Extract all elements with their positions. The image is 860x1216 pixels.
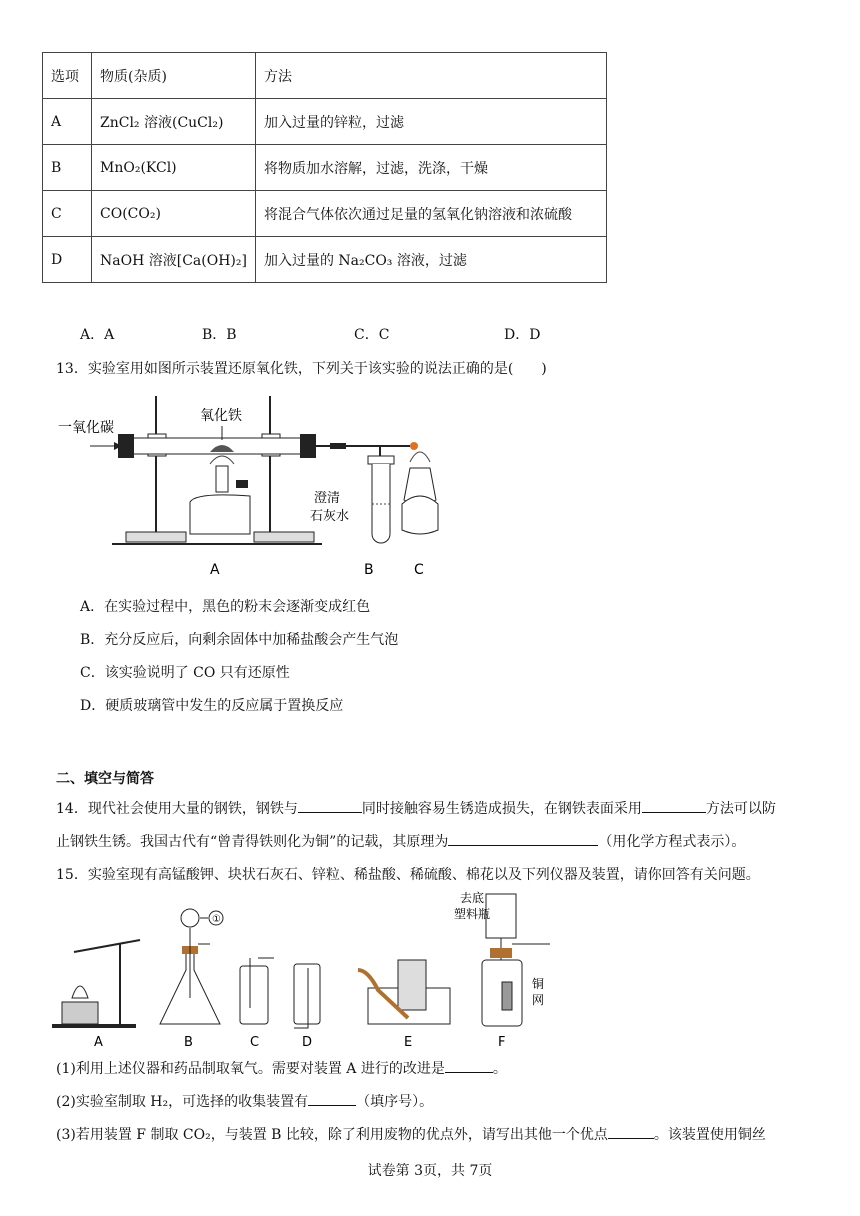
table-row xyxy=(43,191,607,237)
q13-choice-b: B．充分反应后，向剩余固体中加稀盐酸会产生气泡 xyxy=(80,632,399,648)
label-d: D xyxy=(302,1035,313,1048)
q15-text: （填序号）。 xyxy=(356,1094,434,1110)
table-cell: NaOH 溶液[Ca(OH)₂] xyxy=(92,237,256,283)
table-cell: 将混合气体依次通过足量的氢氧化钠溶液和浓硫酸 xyxy=(255,191,606,237)
q13-choice-d: D．硬质玻璃管中发生的反应属于置换反应 xyxy=(80,698,344,714)
label-fe2o3: 氧化铁 xyxy=(200,408,242,424)
q15-sub-1 xyxy=(56,1058,507,1078)
table-row xyxy=(43,99,607,145)
q15-text: 。 xyxy=(492,1061,507,1077)
label-co: 一氧化碳 xyxy=(58,420,114,436)
q12-choice-c: C．C xyxy=(354,327,390,343)
label-circle-1: ① xyxy=(212,914,221,925)
table-cell: C xyxy=(43,191,92,237)
label-bottle-1: 去底 xyxy=(460,891,485,905)
q14-line-2 xyxy=(56,831,745,851)
answer-blank[interactable] xyxy=(298,798,362,813)
answer-blank[interactable] xyxy=(448,831,598,846)
q14-text: 14．现代社会使用大量的钢铁，钢铁与 xyxy=(56,801,298,817)
q15-sub-2 xyxy=(56,1091,433,1111)
q15-text: 。该装置使用铜丝 xyxy=(653,1127,766,1143)
table-cell: 将物质加水溶解，过滤，洗涤，干燥 xyxy=(255,145,606,191)
label-c: C xyxy=(250,1035,260,1048)
q15-text: (3)若用装置 F 制取 CO₂，与装置 B 比较，除了利用废物的优点外，请写出其他一个优点 xyxy=(56,1127,608,1143)
q15-apparatus-figure xyxy=(50,888,570,1048)
label-mesh-1: 铜 xyxy=(532,977,545,991)
q15-sub-3 xyxy=(56,1124,766,1144)
label-mesh-2: 网 xyxy=(532,993,545,1007)
table-header-row xyxy=(43,53,607,99)
q14-text: 方法可以防 xyxy=(705,801,776,817)
q12-choice-b: B．B xyxy=(202,327,237,343)
options-table xyxy=(42,52,607,283)
table-cell: B xyxy=(43,145,92,191)
table-cell: ZnCl₂ 溶液(CuCl₂) xyxy=(92,99,256,145)
table-row xyxy=(43,145,607,191)
q14-line-1 xyxy=(56,798,776,818)
label-a: A xyxy=(94,1035,103,1048)
table-cell: MnO₂(KCl) xyxy=(92,145,256,191)
table-cell: 加入过量的 Na₂CO₃ 溶液，过滤 xyxy=(255,237,606,283)
label-limewater-1: 澄清 xyxy=(314,491,341,506)
label-b: B xyxy=(364,562,374,578)
answer-blank[interactable] xyxy=(308,1091,356,1106)
q15-stem: 15．实验室现有高锰酸钾、块状石灰石、锌粒、稀盐酸、稀硫酸、棉花以及下列仪器及装置，请你回答有关问题。 xyxy=(56,867,760,883)
label-limewater-2: 石灰水 xyxy=(310,509,350,524)
label-b: B xyxy=(184,1035,193,1048)
label-f: F xyxy=(498,1035,506,1048)
q13-stem: 13．实验室用如图所示装置还原氧化铁，下列关于该实验的说法正确的是( ) xyxy=(56,361,547,377)
table-cell: 加入过量的锌粒，过滤 xyxy=(255,99,606,145)
q13-apparatus-figure xyxy=(50,392,450,582)
table-cell: A xyxy=(43,99,92,145)
page-footer: 试卷第 3页，共 7页 xyxy=(367,1163,493,1179)
q14-text: 同时接触容易生锈造成损失，在钢铁表面采用 xyxy=(361,801,642,817)
label-e: E xyxy=(404,1035,413,1048)
label-c: C xyxy=(414,562,424,578)
table-header-cell: 选项 xyxy=(43,53,92,99)
q15-text: (1)利用上述仪器和药品制取氧气。需要对装置 A 进行的改进是 xyxy=(56,1061,445,1077)
answer-blank[interactable] xyxy=(642,798,706,813)
answer-blank[interactable] xyxy=(608,1124,654,1139)
table-cell: CO(CO₂) xyxy=(92,191,256,237)
answer-blank[interactable] xyxy=(445,1058,493,1073)
q14-text: 止钢铁生锈。我国古代有“曾青得铁则化为铜”的记载，其原理为 xyxy=(56,834,449,850)
section-title: 二、填空与简答 xyxy=(56,771,154,787)
label-bottle-2: 塑料瓶 xyxy=(454,907,491,921)
q14-text: （用化学方程式表示）。 xyxy=(598,834,746,850)
table-header-cell: 物质(杂质) xyxy=(92,53,256,99)
table-row xyxy=(43,237,607,283)
q13-choice-c: C．该实验说明了 CO 只有还原性 xyxy=(80,665,290,681)
q15-text: (2)实验室制取 H₂，可选择的收集装置有 xyxy=(56,1094,309,1110)
table-cell: D xyxy=(43,237,92,283)
q12-choice-a: A．A xyxy=(80,327,115,343)
table-header-cell: 方法 xyxy=(255,53,606,99)
q13-choice-a: A．在实验过程中，黑色的粉末会逐渐变成红色 xyxy=(80,599,371,615)
label-a: A xyxy=(210,562,220,578)
q12-choice-d: D．D xyxy=(504,327,541,343)
